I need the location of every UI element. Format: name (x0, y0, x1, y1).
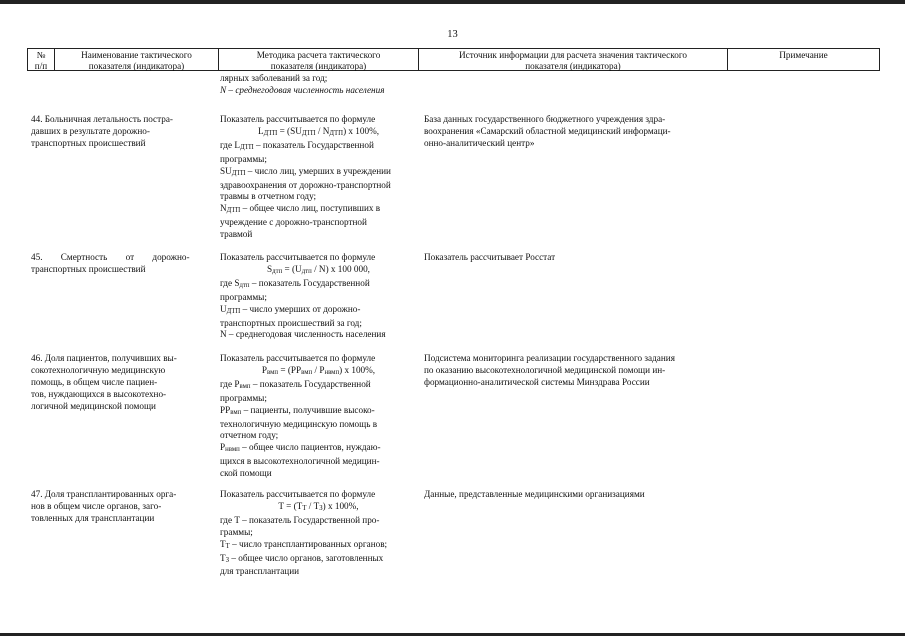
method-intro: Показатель рассчитывается по формуле (220, 252, 376, 262)
source-line: База данных государственного бюджетного учреждения здра- (424, 114, 666, 124)
method-line: отчетном году; (220, 430, 279, 441)
row-46-name-line: 46. Доля пациентов, получивших вы- (31, 353, 177, 363)
header-number-line1: № (36, 50, 46, 60)
method-line: программы; (220, 153, 267, 164)
row-46-method (220, 353, 417, 480)
method-formula: T = (TТ / TЗ) x 100%, (278, 500, 359, 512)
header-name-line2: показателя (индикатора) (88, 60, 185, 71)
method-intro: Показатель рассчитывается по формуле (220, 489, 376, 499)
header-number-cell (27, 48, 55, 71)
method-line: Pнвмп – общее число пациентов, нуждаю- (220, 442, 381, 454)
row-44-name-line: давших в результате дорожно- (31, 125, 150, 136)
continued-line-1: лярных заболеваний за год; (220, 73, 328, 83)
method-line: программы; (220, 291, 267, 302)
row-47-source (424, 489, 720, 501)
method-intro: Показатель рассчитывается по формуле (220, 114, 376, 124)
header-note: Примечание (779, 50, 828, 60)
method-line: травмой (220, 229, 253, 240)
header-name-cell (55, 48, 219, 71)
header-source-cell (419, 48, 728, 71)
row-45-source (424, 252, 720, 264)
row-45-method (220, 252, 417, 341)
row-47-name (31, 489, 215, 525)
method-line: TТ – число трансплантированных органов; (220, 538, 388, 550)
method-line: UДТП – число умерших от дорожно- (220, 303, 361, 315)
method-intro: Показатель рассчитывается по формуле (220, 353, 376, 363)
header-source-line1: Источник информации для расчета значения тактического (459, 50, 687, 60)
row-44-source (424, 114, 720, 150)
method-formula: Pвмп = (PPвмп / Pнвмп) x 100%, (261, 364, 376, 376)
header-method-cell (219, 48, 419, 71)
method-line: технологичную медицинскую помощь в (220, 418, 378, 429)
header-method-line1: Методика расчета тактического (256, 50, 381, 60)
method-line: TЗ – общее число органов, заготовленных (220, 552, 384, 564)
source-line: Данные, представленные медицинскими организациями (424, 489, 645, 499)
method-line: щихся в высокотехнологичной медицин- (220, 456, 380, 467)
row-46-name-line: помощь, в общем числе пациен- (31, 376, 158, 387)
method-line: травмы в отчетном году; (220, 191, 317, 202)
method-line: здравоохранения от дорожно-транспортной (220, 179, 391, 190)
row-46-name-line: логичной медицинской помощи (31, 400, 156, 411)
row-47-name-line: товленных для трансплантации (31, 512, 155, 523)
source-line: по оказанию высокотехнологичной медицинской помощи ин- (424, 364, 666, 375)
method-where: где Sдтп – показатель Государственной (220, 277, 370, 289)
row-47-method (220, 489, 417, 578)
row-44-name-line: транспортных происшествий (31, 137, 146, 148)
method-line: N – среднегодовая численность населения (220, 329, 386, 340)
source-line: Показатель рассчитывает Росстат (424, 252, 556, 262)
row-47-name-line: 47. Доля трансплантированных орга- (31, 489, 177, 499)
source-line: формационно-аналитической системы Минздрава России (424, 376, 650, 387)
row-46-source (424, 353, 720, 389)
method-line: учреждение с дорожно-транспортной (220, 217, 367, 228)
method-line: транспортных происшествий за год; (220, 317, 362, 328)
method-formula: LДТП = (SUДТП / NДТП) x 100%, (257, 125, 380, 137)
method-where: где Pвмп – показатель Государственной (220, 378, 371, 390)
bottom-rule (0, 633, 905, 636)
row-45-name (31, 252, 215, 276)
row-45-name-line: 45. Смертность от дорожно- (31, 252, 190, 262)
header-source-line2: показателя (индикатора) (525, 60, 621, 71)
row-44-method (220, 114, 417, 241)
page-number: 13 (447, 29, 458, 40)
continued-line-2: N – среднегодовая численность населения (220, 84, 385, 95)
header-note-cell (728, 48, 880, 71)
method-line: PPвмп – пациенты, получившие высоко- (220, 404, 375, 416)
row-47-name-line: нов в общем числе органов, заго- (31, 500, 162, 511)
header-name-line1: Наименование тактического (81, 50, 192, 60)
row-45-name-line: транспортных происшествий (31, 263, 146, 274)
row-44-name (31, 114, 215, 150)
row-46-name (31, 353, 215, 413)
method-line: программы; (220, 392, 267, 403)
method-line: SUДТП – число лиц, умерших в учреждении (220, 165, 391, 177)
top-rule (0, 0, 905, 4)
method-where: где LДТП – показатель Государственной (220, 139, 374, 151)
header-method-line2: показателя (индикатора) (270, 60, 367, 71)
header-number-line2: п/п (34, 60, 48, 71)
row-46-name-line: сокотехнологичную медицинскую (31, 364, 166, 375)
continued-text (220, 73, 417, 97)
source-line: воохранения «Самарский областной медицинский информаци- (424, 125, 671, 136)
method-line: NДТП – общее число лиц, поступивших в (220, 203, 381, 215)
method-formula: Sдтп = (Uдтп / N) x 100 000, (267, 263, 370, 275)
method-line: где T – показатель Государственной про- (220, 514, 380, 525)
row-46-name-line: тов, нуждающихся в высокотехно- (31, 388, 167, 399)
method-line: ской помощи (220, 468, 272, 479)
source-line: онно-аналитический центр» (424, 137, 535, 148)
method-line: граммы; (220, 526, 253, 537)
method-line: для трансплантации (220, 566, 300, 577)
row-44-name-line: 44. Больничная летальность постра- (31, 114, 173, 124)
source-line: Подсистема мониторинга реализации государственного задания (424, 353, 675, 363)
